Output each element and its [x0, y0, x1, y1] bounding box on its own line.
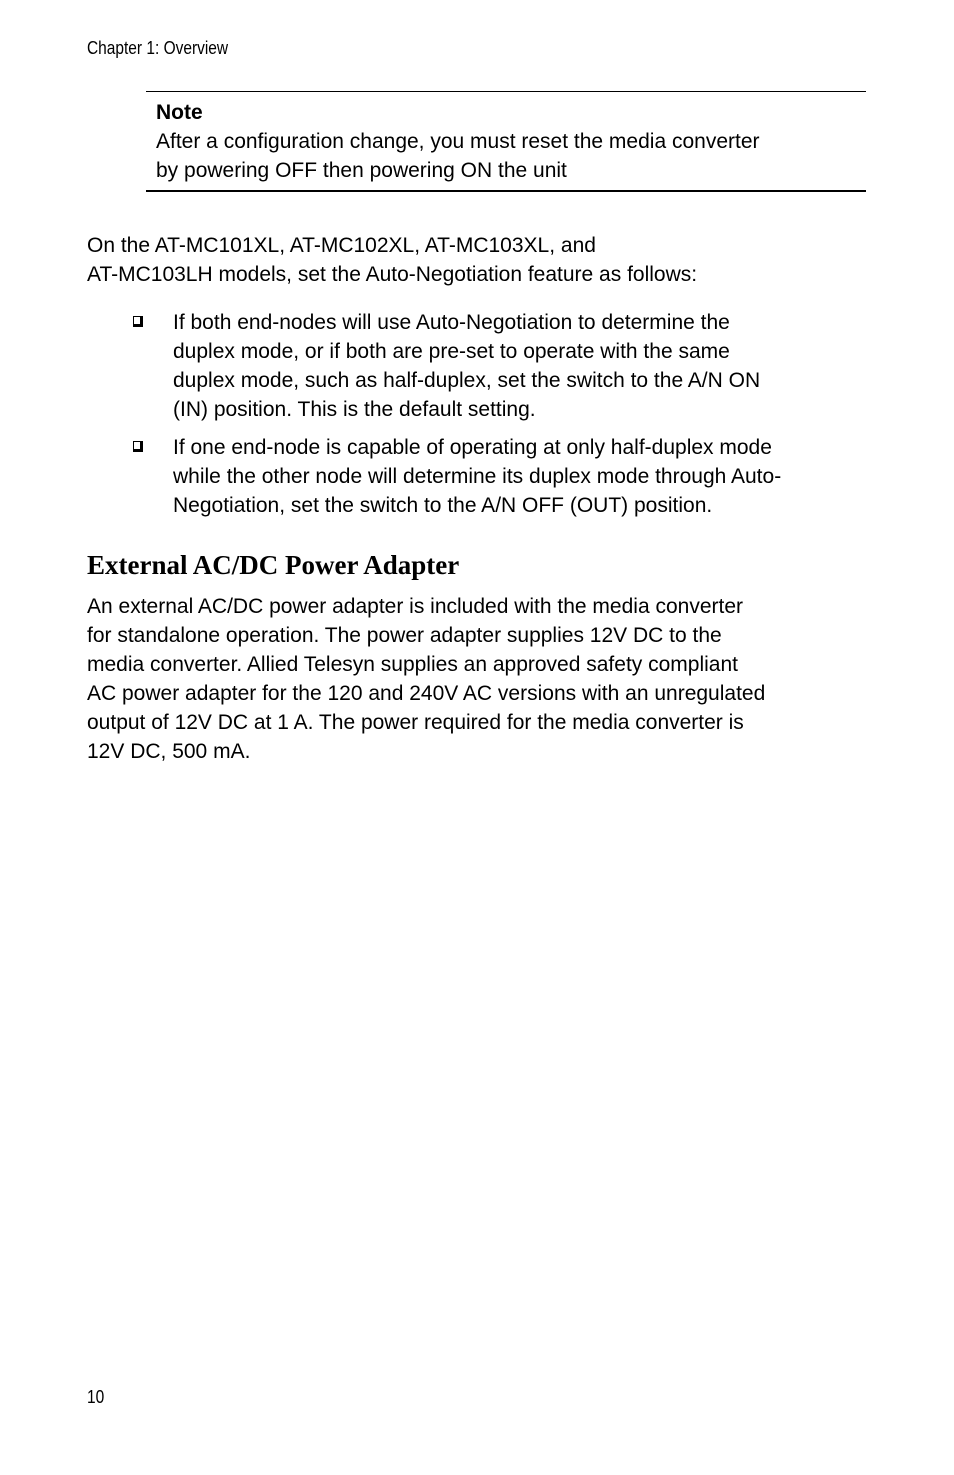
- page-number: 10: [87, 1387, 105, 1407]
- intro-line: AT-MC103LH models, set the Auto-Negotiation feature as follows:: [87, 263, 698, 286]
- intro-paragraph: [87, 231, 877, 289]
- note-line: by powering OFF then powering ON the unit: [156, 159, 567, 182]
- section-line: An external AC/DC power adapter is included with the media converter: [87, 595, 744, 618]
- list-item-line: Negotiation, set the switch to the A/N OFF (OUT) position.: [173, 494, 713, 517]
- section-paragraph: [87, 592, 877, 766]
- list-item-line: duplex mode, such as half-duplex, set the switch to the A/N ON: [173, 369, 761, 392]
- section-line: output of 12V DC at 1 A. The power required for the media converter is: [87, 711, 744, 734]
- checkbox-bullet-icon: [133, 316, 143, 327]
- section-line: for standalone operation. The power adapter supplies 12V DC to the: [87, 624, 722, 647]
- list-item-line: If both end-nodes will use Auto-Negotiation to determine the: [173, 311, 730, 334]
- section-line: AC power adapter for the 120 and 240V AC versions with an unregulated: [87, 682, 766, 705]
- note-title: Note: [156, 101, 203, 124]
- section-heading: External AC/DC Power Adapter: [87, 550, 460, 580]
- note-body: [156, 127, 866, 185]
- list-item-line: If one end-node is capable of operating at only half-duplex mode: [173, 436, 772, 459]
- note-box: [146, 91, 866, 192]
- list-item-line: (IN) position. This is the default setting.: [173, 398, 536, 421]
- list-item: [87, 308, 877, 424]
- list-item-line: duplex mode, or if both are pre-set to operate with the same: [173, 340, 730, 363]
- running-header: Chapter 1: Overview: [87, 38, 229, 58]
- intro-line: On the AT-MC101XL, AT-MC102XL, AT-MC103XL, and: [87, 234, 596, 257]
- checkbox-bullet-icon: [133, 441, 143, 452]
- bullet-list: [87, 308, 877, 529]
- section-line: 12V DC, 500 mA.: [87, 740, 251, 763]
- section-line: media converter. Allied Telesyn supplies an approved safety compliant: [87, 653, 738, 676]
- note-line: After a configuration change, you must reset the media converter: [156, 130, 760, 153]
- list-item: [87, 433, 877, 520]
- list-item-line: while the other node will determine its duplex mode through Auto-: [173, 465, 782, 488]
